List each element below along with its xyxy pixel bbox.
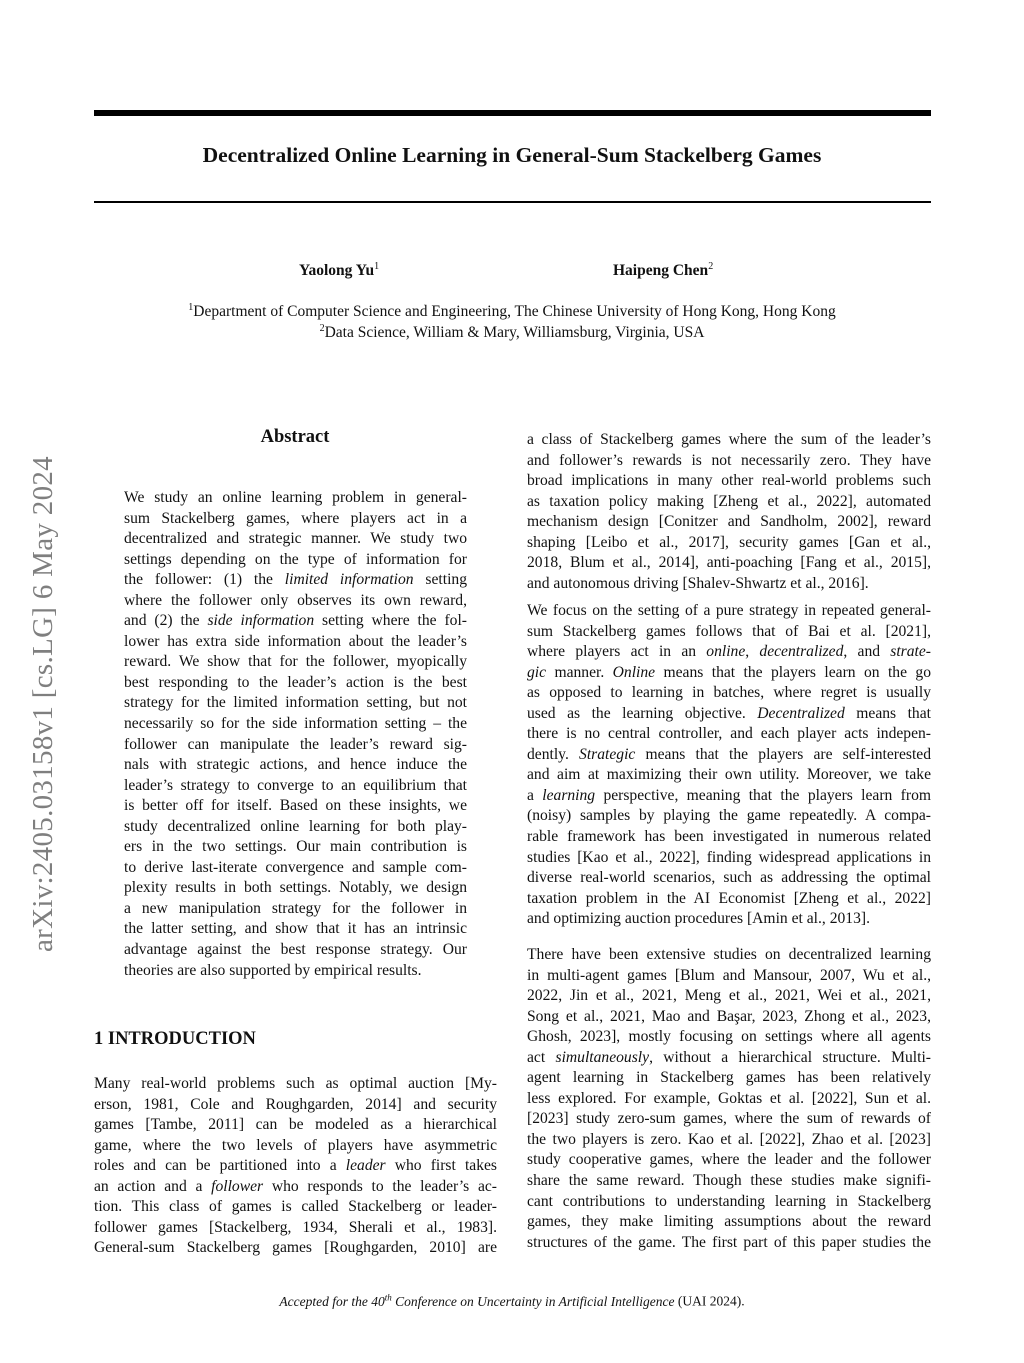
text-line: as opposed to learning in batches, where regret is usually	[527, 684, 931, 702]
emphasis-text: strate-	[890, 643, 931, 661]
footer-tail: (UAI 2024).	[674, 1293, 745, 1309]
text-segment: where players act in an	[527, 643, 707, 661]
text-line: Ghosh, 2023], mostly focusing on settings where all agents	[527, 1028, 931, 1046]
text-segment: act	[527, 1048, 556, 1066]
emphasis-text: learning	[542, 786, 596, 804]
text-line: Many real-world problems such as optimal auction [My-	[94, 1075, 497, 1092]
text-line: game, where the two levels of players have asymmetric	[94, 1136, 497, 1154]
text-line: theories are also supported by empirical results.	[124, 961, 422, 979]
text-line: sum Stackelberg games, where players act in a	[124, 509, 467, 527]
right-paragraph-2	[527, 601, 931, 930]
author-sup: 2	[708, 261, 714, 272]
text-line: broad implications in many other real-world problems such	[527, 472, 931, 490]
author-sup: 1	[374, 261, 380, 272]
text-line: Song et al., 2021, Mao and Başar, 2023, Zhong et al., 2023,	[527, 1007, 931, 1025]
abstract-body	[124, 488, 467, 981]
text-segment: means that the players are self-interested	[635, 745, 931, 763]
text-line: reward. We show that for the follower, myopically	[124, 653, 467, 671]
text-line: follower games [Stackelberg, 1934, Sherali et al., 1983].	[94, 1218, 497, 1236]
emphasis-text: limited information	[284, 571, 414, 589]
affiliation-text: Department of Computer Science and Engineering, The Chinese University of Hong Kong, Hong Kong	[193, 303, 836, 321]
text-line: We focus on the setting of a pure strategy in repeated general-	[527, 602, 931, 619]
affiliation-text: Data Science, William & Mary, Williamsburg, Virginia, USA	[324, 324, 705, 342]
emphasis-text: online	[706, 643, 746, 661]
emphasis-text: leader	[345, 1157, 386, 1175]
affiliation-sup: 1	[188, 302, 194, 313]
author-1	[299, 261, 379, 280]
text-segment: who responds to the leader’s ac-	[263, 1177, 497, 1195]
text-segment: manner.	[546, 663, 613, 681]
text-line: and follower’s rewards is not necessarily zero. They have	[527, 451, 931, 469]
affiliation-2	[0, 323, 1024, 342]
text-segment: means that	[844, 704, 931, 722]
text-line: studies [Kao et al., 2022], finding widespread applications in	[527, 848, 931, 866]
text-segment: the follower: (1) the	[124, 571, 285, 589]
section-heading-introduction: 1 INTRODUCTION	[94, 1029, 256, 1049]
title-rule-top	[94, 110, 931, 116]
text-line: where the follower only observes its own reward,	[124, 591, 467, 609]
text-line: to derive last-iterate convergence and sample com-	[124, 858, 467, 876]
paper-title: Decentralized Online Learning in General-Sum Stackelberg Games	[202, 143, 822, 167]
text-line	[527, 1048, 931, 1069]
right-paragraph-1	[527, 430, 931, 594]
text-line: (noisy) samples by playing the game repeatedly. A compa-	[527, 807, 931, 825]
text-line: games, they make limiting assumptions about the reward	[527, 1213, 931, 1231]
text-line	[527, 745, 931, 766]
text-line: plexity results in both settings. Notably, we design	[124, 879, 467, 897]
text-line: leader’s strategy to converge to an equilibrium that	[124, 776, 467, 794]
emphasis-text: simultaneously	[555, 1048, 650, 1066]
text-line: nals with strategic actions, and hence induce the	[124, 756, 467, 774]
abstract-heading: Abstract	[260, 427, 330, 447]
footer-pre: Accepted for the 40	[279, 1293, 385, 1309]
text-line: sum Stackelberg games follows that of Bai et al. [2021],	[527, 622, 931, 640]
text-line: lower has extra side information about the leader’s	[124, 632, 467, 650]
text-segment: ,	[745, 643, 760, 661]
text-line: study decentralized online learning for both play-	[124, 817, 467, 835]
text-line: There have been extensive studies on decentralized learning	[527, 946, 931, 963]
text-segment: setting where the fol-	[314, 612, 467, 630]
text-line	[124, 611, 467, 632]
emphasis-text: Strategic	[579, 745, 636, 763]
text-line: agent learning in Stackelberg games has been relatively	[527, 1069, 931, 1087]
text-segment: and (2) the	[124, 612, 208, 630]
text-line: and aim at maximizing their own utility. Moreover, we take	[527, 766, 931, 784]
arxiv-stamp: arXiv:2405.03158v1 [cs.LG] 6 May 2024	[27, 456, 59, 952]
text-segment: , without a hierarchical structure. Multi-	[649, 1048, 931, 1066]
text-line	[527, 642, 931, 663]
text-line: a new manipulation strategy for the follower in	[124, 899, 467, 917]
text-line: there is no central controller, and each player acts indepen-	[527, 725, 931, 743]
emphasis-text: gic	[527, 663, 547, 681]
text-line: shaping [Leibo et al., 2017], security games [Gan et al.,	[527, 533, 931, 551]
text-line: 2022, Jin et al., 2021, Meng et al., 2021, Wei et al., 2021,	[527, 987, 931, 1005]
text-segment: perspective, meaning that the players learn from	[595, 786, 931, 804]
text-line: erson, 1981, Cole and Roughgarden, 2014] and security	[94, 1095, 497, 1113]
text-line: a class of Stackelberg games where the sum of the leader’s	[527, 431, 931, 448]
text-line: General-sum Stackelberg games [Roughgarden, 2010] are	[94, 1239, 497, 1257]
footer-venue: Conference on Uncertainty in Artificial Intelligence	[391, 1293, 675, 1309]
text-segment: an action and a	[94, 1177, 212, 1195]
text-line	[527, 786, 931, 807]
emphasis-text: decentralized	[759, 643, 844, 661]
intro-paragraph-1	[94, 1074, 497, 1259]
text-segment: a	[527, 786, 543, 804]
author-2	[613, 261, 713, 280]
text-line: less explored. For example, Goktas et al. [2022], Sun et al.	[527, 1089, 931, 1107]
text-segment: , and	[843, 643, 891, 661]
text-line: games [Tambe, 2011] can be modeled as a hierarchical	[94, 1116, 497, 1134]
text-segment: who first takes	[385, 1157, 497, 1175]
title-rule-bottom	[94, 201, 931, 203]
text-line: taxation problem in the AI Economist [Zheng et al., 2022]	[527, 889, 931, 907]
text-line: strategy for the limited information setting, but not	[124, 694, 467, 712]
text-line: We study an online learning problem in general-	[124, 489, 467, 506]
text-line: 2018, Blum et al., 2014], anti-poaching [Fang et al., 2015],	[527, 554, 931, 572]
text-line: follower can manipulate the leader’s reward sig-	[124, 735, 467, 753]
text-segment: used as the learning objective.	[527, 704, 758, 722]
affiliation-1	[0, 302, 1024, 321]
text-line: study cooperative games, where the leader and the follower	[527, 1151, 931, 1169]
emphasis-text: side information	[207, 612, 315, 630]
right-paragraph-3	[527, 945, 931, 1253]
text-line: tion. This class of games is called Stackelberg or leader-	[94, 1198, 497, 1216]
text-line	[124, 570, 467, 591]
affiliation-sup: 2	[319, 323, 325, 334]
text-segment: roles and can be partitioned into a	[94, 1157, 346, 1175]
text-line	[94, 1156, 497, 1177]
text-line: as taxation policy making [Zheng et al., 2022], automated	[527, 492, 931, 510]
text-line	[527, 704, 931, 725]
footer-note	[0, 1292, 1024, 1310]
text-line	[94, 1177, 497, 1198]
text-segment: setting	[413, 571, 467, 589]
text-line: diverse real-world scenarios, such as addressing the optimal	[527, 869, 931, 887]
footer-sup: th	[384, 1292, 392, 1302]
text-line: [2023] study zero-sum games, where the sum of rewards of	[527, 1110, 931, 1128]
text-line: necessarily so for the side information setting – the	[124, 715, 467, 733]
author-name: Yaolong Yu	[299, 262, 375, 280]
author-name: Haipeng Chen	[613, 262, 709, 280]
emphasis-text: follower	[211, 1177, 264, 1195]
text-line: decentralized and strategic manner. We study two	[124, 530, 467, 548]
text-line: the two players is zero. Kao et al. [2022], Zhao et al. [2023]	[527, 1130, 931, 1148]
text-line: best responding to the leader’s action is the best	[124, 673, 467, 691]
text-line: and optimizing auction procedures [Amin et al., 2013].	[527, 910, 870, 928]
text-line: cant contributions to understanding learning in Stackelberg	[527, 1192, 931, 1210]
text-line: settings depending on the type of information for	[124, 550, 467, 568]
text-line	[527, 663, 931, 684]
emphasis-text: Online	[612, 663, 656, 681]
text-line: rable framework has been investigated in numerous related	[527, 828, 931, 846]
text-line: in multi-agent games [Blum and Mansour, 2007, Wu et al.,	[527, 966, 931, 984]
text-line: structures of the game. The first part of this paper studies the	[527, 1233, 931, 1251]
text-line: the latter setting, and show that it has an intrinsic	[124, 920, 467, 938]
text-segment: dently.	[527, 745, 580, 763]
text-line: share the same reward. Though these studies make signifi-	[527, 1172, 931, 1190]
text-line: is better off for itself. Based on these insights, we	[124, 797, 467, 815]
text-line: and autonomous driving [Shalev-Shwartz et al., 2016].	[527, 574, 869, 592]
text-segment: means that the players learn on the go	[655, 663, 931, 681]
emphasis-text: Decentralized	[757, 704, 845, 722]
text-line: mechanism design [Conitzer and Sandholm, 2002], reward	[527, 513, 931, 531]
text-line: advantage against the best response strategy. Our	[124, 941, 467, 959]
text-line: ers in the two settings. Our main contribution is	[124, 838, 467, 856]
